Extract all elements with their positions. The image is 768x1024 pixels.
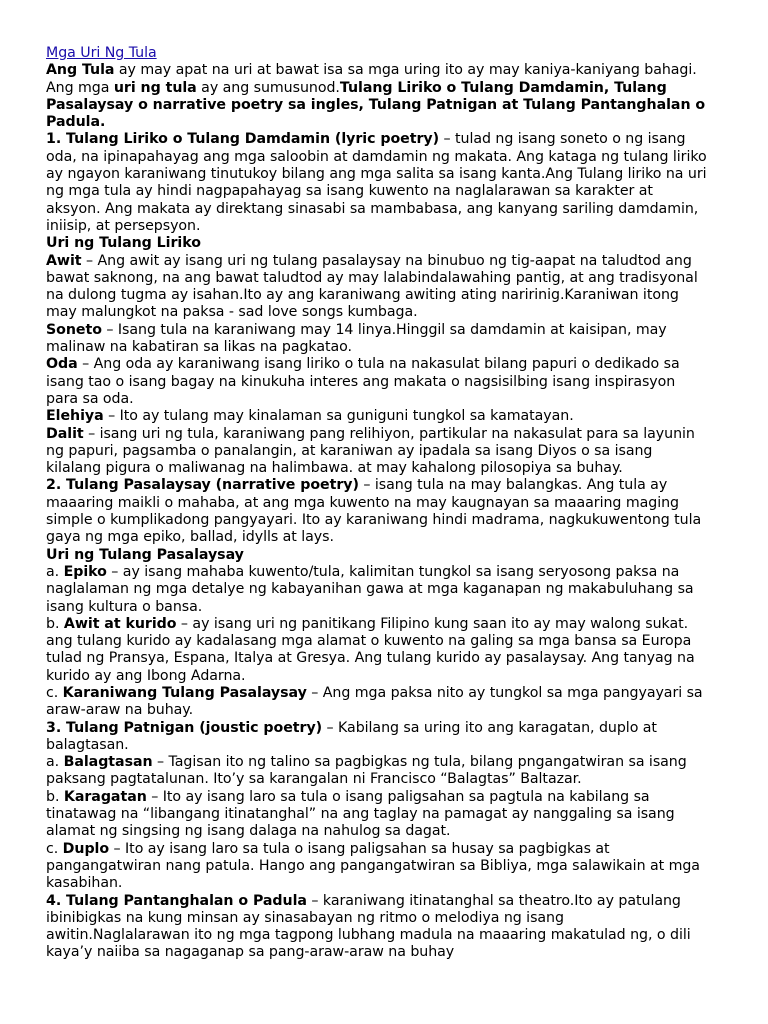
text-run: ay ang sumusunod. bbox=[196, 79, 340, 96]
text-run: – Kabilang sa uring ito ang karagatan, duplo at bbox=[322, 719, 657, 736]
text-line bbox=[46, 356, 728, 373]
bold-text: Duplo bbox=[62, 840, 110, 857]
text-run: alamat ng singsing ng isang dalaga na nahulog sa dagat. bbox=[46, 823, 451, 840]
text-run: kasabihan. bbox=[46, 875, 123, 892]
bold-text: Karagatan bbox=[63, 788, 147, 805]
text-run: naglalaman ng mga detalye ng kabayanihan gawa at mga kaganapan ng makabuluhang sa bbox=[46, 581, 694, 598]
text-line bbox=[46, 841, 728, 858]
text-line bbox=[46, 304, 728, 321]
text-line bbox=[46, 166, 728, 183]
text-run: – Ito ay tulang may kinalaman sa guniguni tungkol sa kamatayan. bbox=[103, 408, 574, 425]
text-line bbox=[46, 702, 728, 719]
text-run: ng papuri, pagsamba o panalangin, at karaniwan ay ipadala sa isang Diyos o sa isang bbox=[46, 442, 653, 459]
text-run: ng mga tula ay hindi nagpapahayag sa isang kuwento na naglalarawan sa karakter at bbox=[46, 183, 653, 200]
text-line bbox=[46, 235, 728, 252]
text-run: awitin.Naglalarawan ito ng mga tagpong lubhang madula na maaaring makatulad ng, o dili bbox=[46, 927, 691, 944]
text-line bbox=[46, 114, 728, 131]
text-line bbox=[46, 529, 728, 546]
text-run: a. bbox=[46, 754, 64, 771]
text-line bbox=[46, 720, 728, 737]
bold-text: Awit at kurido bbox=[63, 615, 177, 632]
text-run: c. bbox=[46, 840, 63, 857]
text-run: may malungkot na paksa - sad love songs kumbaga. bbox=[46, 304, 418, 321]
text-line bbox=[46, 443, 728, 460]
text-line bbox=[46, 737, 728, 754]
text-run: malinaw na kabatiran sa likas na pagkatao. bbox=[46, 339, 352, 356]
text-run: balagtasan. bbox=[46, 736, 129, 753]
bold-text: Karaniwang Tulang Pasalaysay bbox=[62, 684, 307, 701]
text-run: kurido ay ang Ibong Adarna. bbox=[46, 667, 246, 684]
text-run: isang kultura o bansa. bbox=[46, 598, 203, 615]
bold-text: Uri ng Tulang Liriko bbox=[46, 235, 201, 252]
text-run: – Ito ay isang laro sa tula o isang paligsahan sa husay sa pagbigkas at bbox=[109, 840, 610, 857]
text-line bbox=[46, 218, 728, 235]
bold-text: 2. Tulang Pasalaysay (narrative poetry) bbox=[46, 477, 359, 494]
text-line bbox=[46, 374, 728, 391]
text-run: araw-araw na buhay. bbox=[46, 702, 194, 719]
text-run: na dulong tugma ay isahan.Ito ay ang karaniwang awiting ating naririnig.Karaniwan itong bbox=[46, 287, 679, 304]
text-line bbox=[46, 253, 728, 270]
text-run: pangangatwiran nang patula. Hango ang pangangatwiran sa Bibliya, mga salawikain at mga bbox=[46, 857, 700, 874]
text-line bbox=[46, 426, 728, 443]
bold-text: Soneto bbox=[46, 321, 102, 338]
text-run: tulad ng Pransya, Espana, Italya at Gresya. Ang tulang kurido ay pasalaysay. Ang tanyag na bbox=[46, 650, 695, 667]
text-run: kaya’y naiiba sa nagaganap sa pang-araw-araw na buhay bbox=[46, 944, 455, 961]
text-run: ay may apat na uri at bawat isa sa mga uring ito ay may kaniya-kaniyang bahagi. bbox=[114, 62, 697, 79]
bold-text: Balagtasan bbox=[63, 754, 153, 771]
text-run: – Isang tula na karaniwang may 14 linya.Hinggil sa damdamin at kaisipan, may bbox=[101, 321, 667, 338]
text-run: kilalang pigura o maliwanag na halimbawa. at may kahalong pilosopiya sa buhay. bbox=[46, 460, 623, 477]
text-line bbox=[46, 391, 728, 408]
text-line bbox=[46, 287, 728, 304]
text-run: – Ang oda ay karaniwang isang liriko o tula na nakasulat bilang papuri o dedikado sa bbox=[77, 356, 680, 373]
text-line bbox=[46, 270, 728, 287]
text-line bbox=[46, 477, 728, 494]
text-run: b. bbox=[46, 615, 64, 632]
text-run: c. bbox=[46, 684, 63, 701]
text-line bbox=[46, 495, 728, 512]
text-run: para sa oda. bbox=[46, 390, 134, 407]
text-line bbox=[46, 581, 728, 598]
text-run: paksang pagtatalunan. Ito’y sa karangalan ni Francisco “Balagtas” Baltazar. bbox=[46, 771, 582, 788]
text-line bbox=[46, 789, 728, 806]
bold-text: Tulang Liriko o Tulang Damdamin, Tulang bbox=[339, 79, 667, 96]
text-run: aksyon. Ang makata ay direktang sinasabi sa mambabasa, ang kanyang sariling damdamin, bbox=[46, 200, 699, 217]
text-line bbox=[46, 62, 728, 79]
text-run: – isang tula na may balangkas. Ang tula ay bbox=[358, 477, 668, 494]
text-line bbox=[46, 512, 728, 529]
text-run: ang tulang kurido ay kadalasang mga alamat o kuwento na galing sa mga bansa sa Europa bbox=[46, 633, 692, 650]
text-line bbox=[46, 339, 728, 356]
bold-text: Epiko bbox=[63, 563, 107, 580]
text-run: simple o kumplikadong pangyayari. Ito ay karaniwang hindi madrama, nagkukuwentong tula bbox=[46, 512, 702, 529]
text-run: oda, na ipinapahayag ang mga saloobin at damdamin ng makata. Ang kataga ng tulang liriko bbox=[46, 148, 707, 165]
text-line bbox=[46, 910, 728, 927]
text-run: – ay isang uri ng panitikang Filipino kung saan ito ay may walong sukat. bbox=[176, 615, 689, 632]
text-run: – Ang awit ay isang uri ng tulang pasalaysay na binubuo ng tig-aapat na taludtod ang bbox=[81, 252, 692, 269]
bold-text: 1. Tulang Liriko o Tulang Damdamin (lyric poetry) bbox=[46, 131, 440, 148]
text-run: gaya ng mga epiko, ballad, idylls at lays. bbox=[46, 529, 334, 546]
text-line bbox=[46, 564, 728, 581]
text-line bbox=[46, 771, 728, 788]
text-line bbox=[46, 806, 728, 823]
text-run: b. bbox=[46, 788, 64, 805]
bold-text: 3. Tulang Patnigan (joustic poetry) bbox=[46, 719, 323, 736]
text-line bbox=[46, 183, 728, 200]
text-run: – Tagisan ito ng talino sa pagbigkas ng tula, bilang pngangatwiran sa isang bbox=[152, 754, 687, 771]
text-run: – isang uri ng tula, karaniwang pang relihiyon, partikular na nakasulat para sa layunin bbox=[83, 425, 695, 442]
text-line bbox=[46, 131, 728, 148]
document-page bbox=[46, 45, 728, 962]
text-line bbox=[46, 408, 728, 425]
text-run: iniisip, at persepsyon. bbox=[46, 217, 201, 234]
text-run: bawat saknong, na ang bawat taludtod ay may lalabindalawahing pantig, at ang tradisyonal bbox=[46, 269, 698, 286]
text-line bbox=[46, 893, 728, 910]
text-line bbox=[46, 650, 728, 667]
text-line bbox=[46, 823, 728, 840]
text-line bbox=[46, 322, 728, 339]
text-run: maaaring maikli o mahaba, at ang mga kuwento na may kaugnayan sa maaaring maging bbox=[46, 494, 679, 511]
text-run: – tulad ng isang soneto o ng isang bbox=[439, 131, 686, 148]
text-line bbox=[46, 668, 728, 685]
text-line bbox=[46, 616, 728, 633]
bold-text: Elehiya bbox=[46, 408, 104, 425]
text-line bbox=[46, 97, 728, 114]
text-run: ay ngayon karaniwang tinutukoy bilang ang mga salita sa isang kanta.Ang Tulang liriko na uri bbox=[46, 166, 707, 183]
text-run: Ang mga bbox=[46, 79, 114, 96]
bold-text: Awit bbox=[46, 252, 82, 269]
title-link[interactable]: Mga Uri Ng Tula bbox=[46, 45, 157, 61]
bold-text: Uri ng Tulang Pasalaysay bbox=[46, 546, 244, 563]
text-run: a. bbox=[46, 563, 64, 580]
text-line bbox=[46, 201, 728, 218]
text-line bbox=[46, 460, 728, 477]
bold-text: Oda bbox=[46, 356, 78, 373]
bold-text: uri ng tula bbox=[113, 79, 197, 96]
bold-text: Padula. bbox=[46, 114, 106, 131]
text-line bbox=[46, 858, 728, 875]
text-line bbox=[46, 944, 728, 961]
text-line bbox=[46, 149, 728, 166]
text-line bbox=[46, 754, 728, 771]
bold-text: Ang Tula bbox=[46, 62, 115, 79]
text-line bbox=[46, 927, 728, 944]
text-run: – Ang mga paksa nito ay tungkol sa mga pangyayari sa bbox=[306, 684, 703, 701]
bold-text: Dalit bbox=[46, 425, 84, 442]
text-run: – karaniwang itinatanghal sa theatro.Ito ay patulang bbox=[306, 892, 681, 909]
text-line bbox=[46, 599, 728, 616]
text-run: – ay isang mahaba kuwento/tula, kalimitan tungkol sa isang seryosong paksa na bbox=[106, 563, 680, 580]
text-line bbox=[46, 547, 728, 564]
text-line bbox=[46, 685, 728, 702]
bold-text: Pasalaysay o narrative poetry sa ingles, Tulang Patnigan at Tulang Pantanghalan o bbox=[46, 96, 706, 113]
text-run: tinatawag na “libangang itinatanghal” na ang taglay na pamagat ay nanggaling sa isang bbox=[46, 806, 675, 823]
text-line bbox=[46, 633, 728, 650]
text-line bbox=[46, 875, 728, 892]
bold-text: 4. Tulang Pantanghalan o Padula bbox=[46, 892, 307, 909]
text-line bbox=[46, 80, 728, 97]
text-run: ibinibigkas na kung minsan ay sinasabayan ng ritmo o melodiya ng isang bbox=[46, 909, 564, 926]
document-body bbox=[46, 62, 728, 961]
text-run: isang tao o isang bagay na kinukuha interes ang makata o nagsisilbing isang inspirasyon bbox=[46, 373, 676, 390]
text-run: – Ito ay isang laro sa tula o isang paligsahan sa pagtula na kabilang sa bbox=[146, 788, 650, 805]
